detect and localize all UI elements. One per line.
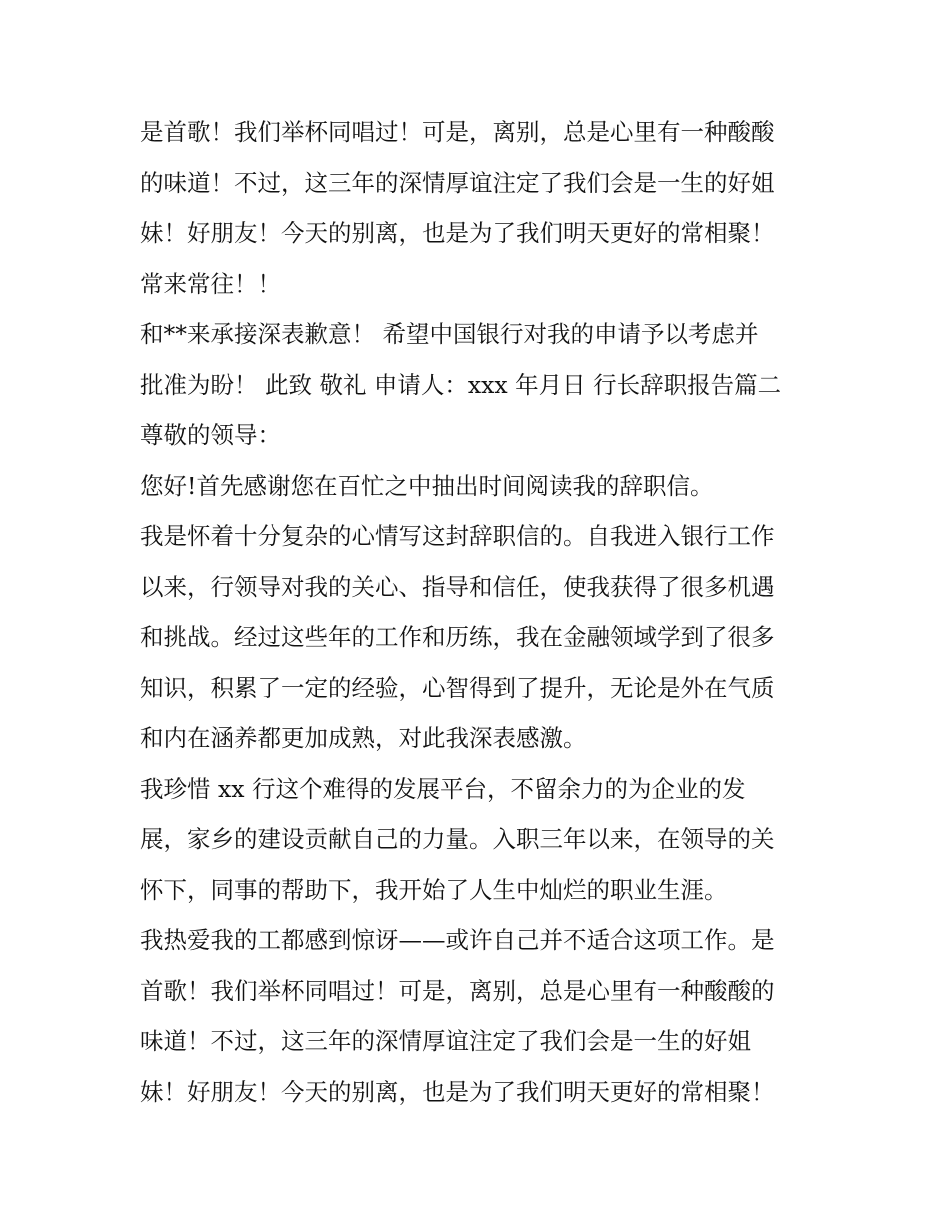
text-line: 尊敬的领导： xyxy=(140,421,281,449)
text-line: 常来常往！！ xyxy=(140,269,281,298)
text-line: 展，家乡的建设贡献自己的力量。入职三年以来，在领导的关 xyxy=(140,825,775,853)
text-line: 的味道！不过，这三年的深情厚谊注定了我们会是一生的好姐 xyxy=(140,168,775,197)
text-line: 和挑战。经过这些年的工作和历练，我在金融领域学到了很多 xyxy=(140,623,775,651)
text-line: 我热爱我的工都感到惊讶——或许自己并不适合这项工作。是 xyxy=(140,926,775,954)
text-line: 首歌！我们举杯同唱过！可是，离别，总是心里有一种酸酸的 xyxy=(140,976,775,1005)
text-line: 是首歌！我们举杯同唱过！可是，离别，总是心里有一种酸酸 xyxy=(140,118,775,146)
text-line: 批准为盼！ 此致 敬礼 申请人：xxx 年月日 行长辞职报告篇二 xyxy=(140,370,782,399)
text-line: 怀下，同事的帮助下，我开始了人生中灿烂的职业生涯。 xyxy=(140,875,728,904)
text-line: 味道！不过，这三年的深情厚谊注定了我们会是一生的好姐 xyxy=(140,1027,751,1055)
text-line: 我珍惜 xx 行这个难得的发展平台，不留余力的为企业的发 xyxy=(140,774,746,803)
text-line: 妹！好朋友！今天的别离，也是为了我们明天更好的常相聚！ xyxy=(140,1077,775,1106)
text-line: 我是怀着十分复杂的心情写这封辞职信的。自我进入银行工作 xyxy=(140,522,775,550)
text-line: 妹！好朋友！今天的别离，也是为了我们明天更好的常相聚！ xyxy=(140,219,775,247)
text-line: 您好!首先感谢您在百忙之中抽出时间阅读我的辞职信。 xyxy=(140,471,714,500)
text-line: 和内在涵养都更加成熟，对此我深表感激。 xyxy=(140,724,587,752)
text-line: 知识，积累了一定的经验，心智得到了提升，无论是外在气质 xyxy=(140,673,775,702)
text-line: 和**来承接深表歉意！ 希望中国银行对我的申请予以考虑并 xyxy=(140,320,759,348)
document-body xyxy=(140,107,820,1117)
text-line: 以来，行领导对我的关心、指导和信任，使我获得了很多机遇 xyxy=(140,572,775,601)
